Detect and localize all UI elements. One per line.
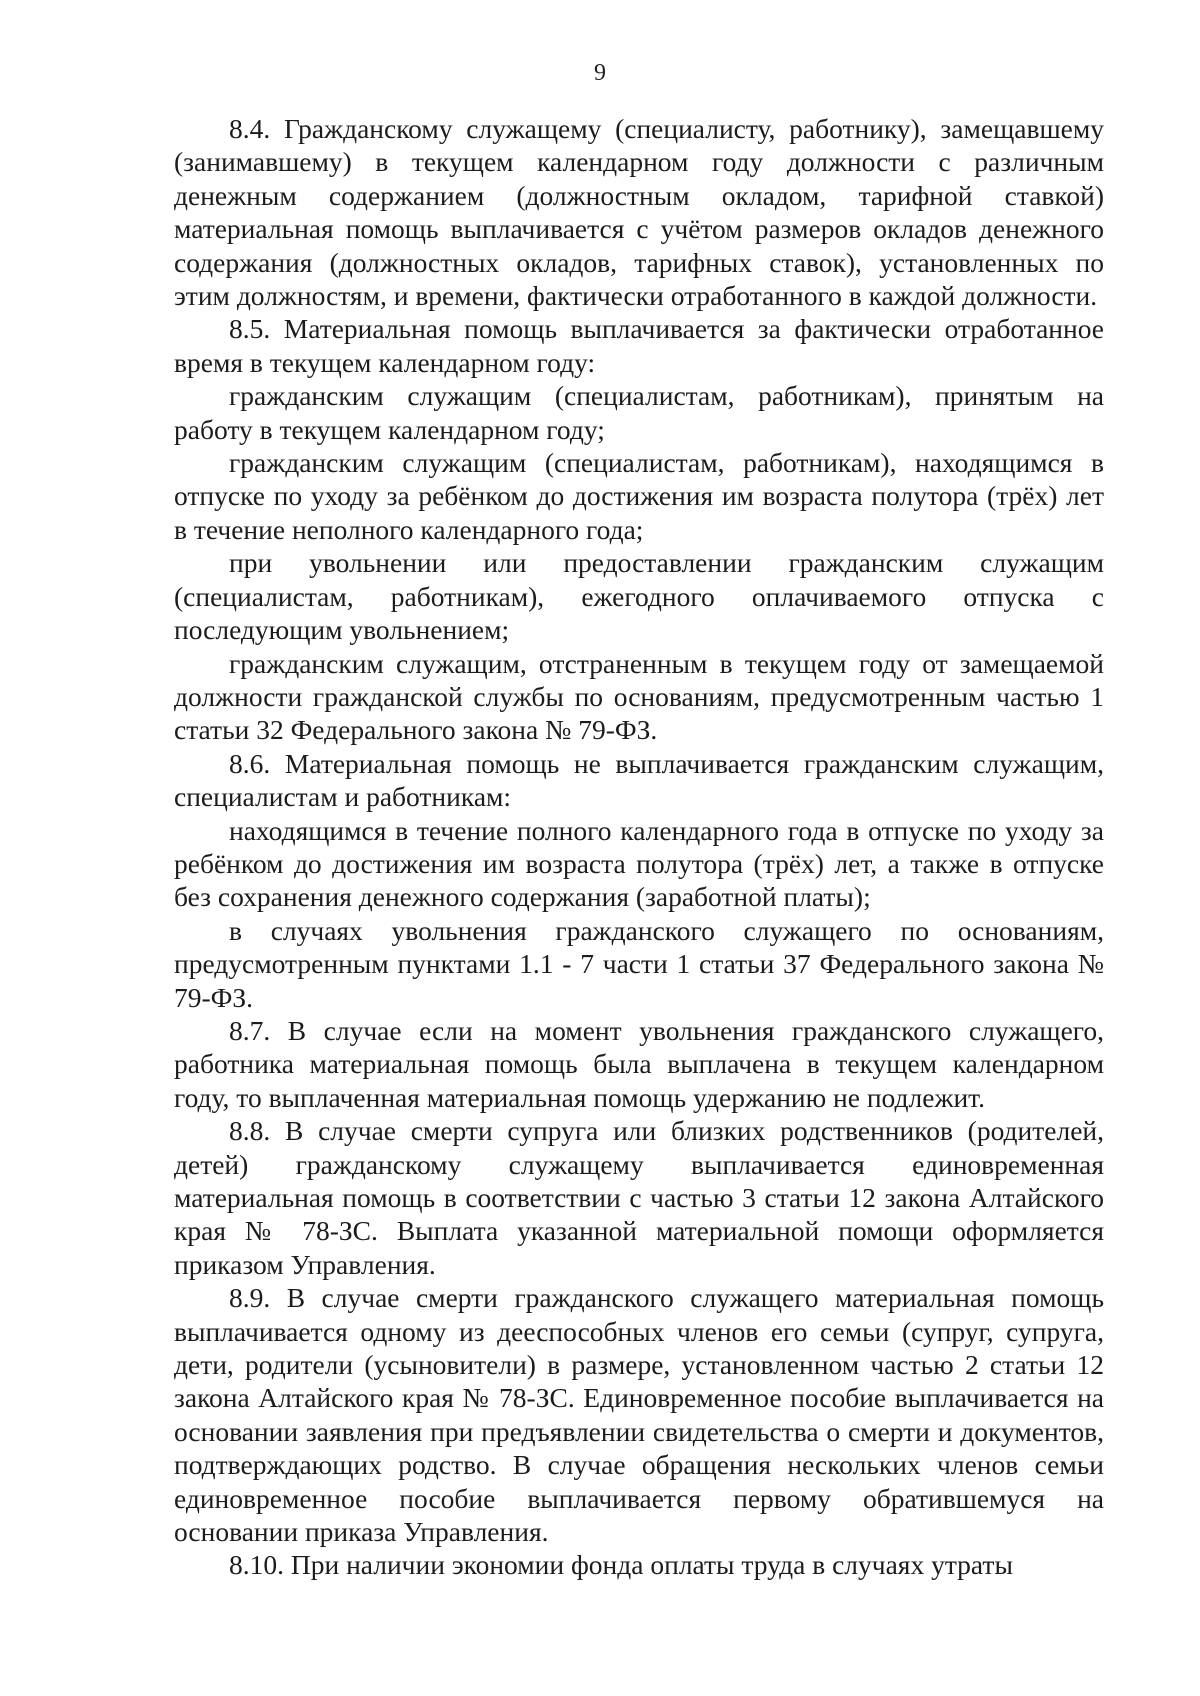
- paragraph-8-4: 8.4. Гражданскому служащему (специалисту, работнику), замещавшему (занимавшему) в текущем календарном году должности с различным денежным содержанием (должностным окладом, тарифной ставкой) материальная помощь выплачивается с учётом размеров окладов денежного содержания (должностных окладов, тарифных ставок), установленных по этим должностям, и времени, фактически отработанного в каждой должности.: [174, 113, 1104, 312]
- page-number: 9: [594, 60, 606, 86]
- paragraph-8-8: 8.8. В случае смерти супруга или близких родственников (родителей, детей) гражданскому служащему выплачивается единовременная материальная помощь в соответствии с частью 3 статьи 12 закона Алтайского края № 78-ЗС. Выплата указанной материальной помощи оформляется приказом Управления.: [174, 1115, 1104, 1280]
- paragraph-8-10: 8.10. При наличии экономии фонда оплаты труда в случаях утраты: [229, 1549, 1013, 1581]
- paragraph-8-5: 8.5. Материальная помощь выплачивается за фактически отработанное время в текущем календарном году:: [174, 313, 1104, 378]
- list-item-parental-leave-partial: гражданским служащим (специалистам, работникам), находящимся в отпуске по уходу за ребёнком до достижения им возраста полутора (трёх) лет в течение неполного календарного года;: [174, 447, 1104, 545]
- list-item-full-year-leave: находящимся в течение полного календарного года в отпуске по уходу за ребёнком до достижения им возраста полутора (трёх) лет, а также в отпуске без сохранения денежного содержания (заработной платы);: [174, 814, 1104, 913]
- list-item-hired-current-year: гражданским служащим (специалистам, работникам), принятым на работу в текущем календарном году;: [174, 380, 1104, 445]
- paragraph-8-7: 8.7. В случае если на момент увольнения гражданского служащего, работника материальная помощь была выплачена в текущем календарном году, то выплаченная материальная помощь удержанию не подлежит.: [174, 1014, 1104, 1113]
- paragraph-8-9: 8.9. В случае смерти гражданского служащего материальная помощь выплачивается одному из дееспособных членов его семьи (супруг, супруга, дети, родители (усыновители) в размере, установленном частью 2 статьи 12 закона Алтайского края № 78-ЗС. Единовременное пособие выплачивается на основании заявления при предъявлении свидетельства о смерти и документов, подтверждающих родство. В случае обращения нескольких членов семьи единовременное пособие выплачивается первому обратившемуся на основании приказа Управления.: [174, 1282, 1104, 1548]
- list-item-suspended-employees: гражданским служащим, отстраненным в текущем году от замещаемой должности гражданской службы по основаниям, предусмотренным частью 1 статьи 32 Федерального закона № 79-ФЗ.: [174, 647, 1104, 746]
- document-body: [174, 112, 1104, 1582]
- list-item-dismissal-with-leave: при увольнении или предоставлении гражданским служащим (специалистам, работникам), ежегодного оплачиваемого отпуска с последующим увольнением;: [174, 547, 1104, 646]
- list-item-dismissal-grounds: в случаях увольнения гражданского служащего по основаниям, предусмотренным пунктами 1.1 - 7 части 1 статьи 37 Федерального закона № 79-ФЗ.: [174, 914, 1104, 1013]
- paragraph-8-6: 8.6. Материальная помощь не выплачивается гражданским служащим, специалистам и работникам:: [174, 747, 1104, 813]
